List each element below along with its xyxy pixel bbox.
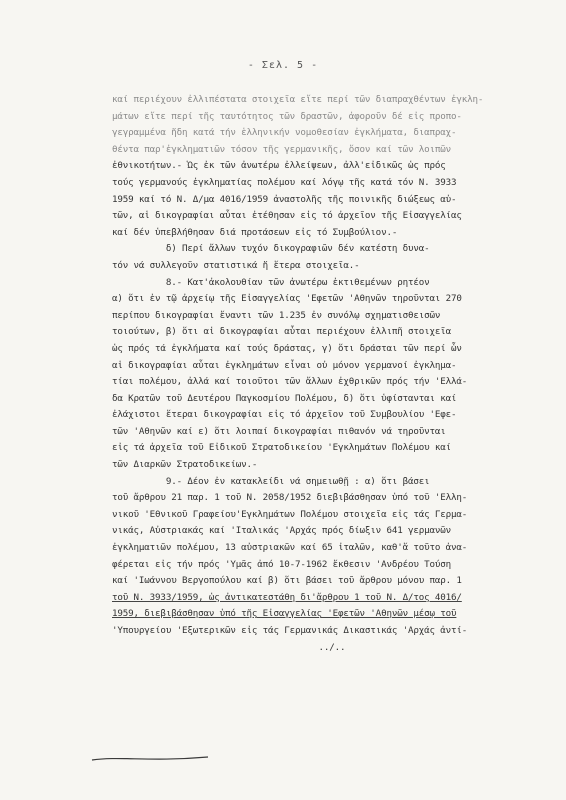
text-line: τῶν Διαρκῶν Στρατοδικείων.- [112, 459, 258, 471]
text-line: τοῦ ἄρθρου 21 παρ. 1 τοῦ Ν. 2058/1952 διεβιβάσθησαν ὑπό τοῦ 'Ελλη- [112, 492, 468, 504]
text-line: εἰς τά ἀρχεῖα τοῦ Εἰδικοῦ Στρατοδικείου 'Εγκλημάτων Πολέμου καί [112, 442, 452, 454]
text-line: ἐγκληματιῶν πολέμου, 13 αὐστριακῶν καί 65 ἰταλῶν, καθ'ἅ τοῦτο ἀνα- [112, 542, 468, 554]
text-line: περίπου δικογραφίαι ἔναντι τῶν 1.235 ἐν συνόλῳ σχηματισθεισῶν [112, 309, 441, 321]
page-number: - Σελ. 5 - [247, 60, 319, 71]
text-line: καί περιέχουν ἐλλιπέστατα στοιχεῖα εἴτε περί τῶν διαπραχθέντων ἐγκλη- [112, 94, 484, 105]
text-line: τόν νά συλλεγοῦν στατιστικά ἤ ἕτερα στοιχεῖα.- [112, 259, 360, 271]
page-continuation-mark: ../.. [318, 641, 346, 653]
text-line: φέρεται εἰς τήν πρός 'Υμᾶς ἀπό 10-7-1962 ἔκθεσιν 'Ανδρέου Τούση [112, 558, 452, 570]
text-line-underlined: 1959, διεβιβάσθησαν ὑπό τῆς Εἰσαγγελίας 'Εφετῶν 'Αθηνῶν μέσῳ τοῦ [112, 608, 457, 620]
text-line: θέντα παρ'ἐγκληματιῶν τόσον τῆς γερμανικῆς, ὅσον καί τῶν λοιπῶν [112, 143, 452, 155]
text-line: καί δέν ὑπεβλήθησαν διά προτάσεων εἰς τό Συμβούλιον.- [112, 226, 398, 238]
text-line: 'Υπουργείου 'Εξωτερικῶν εἰς τάς Γερμανικάς Δικαστικάς 'Αρχάς ἀντί- [112, 625, 468, 636]
text-line: καί 'Ιωάννου Βεργοπούλου καί β) ὅτι βάσει τοῦ ἄρθρου μόνου παρ. 1 [112, 575, 462, 587]
text-line: νικοῦ 'Εθνικοῦ Γραφείου'Εγκλημάτων Πολέμου στοιχεῖα εἰς τάς Γερμα- [112, 508, 468, 520]
text-line: τίαι πολέμου, ἀλλά καί τοιοῦτοι τῶν ἄλλων ἐχθρικῶν πρός τήν 'Ελλά- [112, 376, 468, 388]
text-line: γεγραμμένα ἤδη κατά τήν ἑλληνικήν νομοθεσίαν ἐγκλήματα, διαπραχ- [112, 127, 457, 139]
text-line: ἐλάχιστοι ἕτεραι δικογραφίαι εἰς τό ἀρχεῖον τοῦ Συμβουλίου 'Εφε- [112, 409, 457, 421]
text-line: δα Κρατῶν τοῦ Δευτέρου Παγκοσμίου Πολέμου, δ) ὅτι ὑφίστανται καί [112, 392, 457, 404]
text-line: τούς γερμανούς ἐγκληματίας πολέμου καί λόγῳ τῆς κατά τόν Ν. 3933 [112, 176, 457, 188]
text-line: ἐθνικοτήτων.- Ὡς ἐκ τῶν ἀνωτέρω ἐλλείψεων, ἀλλ'εἰδικῶς ὡς πρός [112, 160, 446, 172]
text-line: τοιούτων, β) ὅτι αἱ δικογραφίαι αὗται περιέχουν ἐλλιπῆ στοιχεῖα [112, 326, 452, 338]
text-line-underlined: τοῦ Ν. 3933/1959, ὡς ἀντικατεστάθη δι'ἄρθρου 1 τοῦ Ν. Δ/τος 4016/ [112, 591, 462, 603]
text-line: νικάς, Αὐστριακάς καί 'Ιταλικάς 'Αρχάς πρός δίωξιν 641 γερμανῶν [112, 525, 452, 537]
text-line: τῶν, αἱ δικογραφίαι αὗται ἐτέθησαν εἰς τό ἀρχεῖον τῆς Εἰσαγγελίας [112, 210, 462, 222]
text-line: δ) Περί ἄλλων τυχόν δικογραφιῶν δέν κατέστη δυνα- [112, 243, 430, 255]
text-line: ὡς πρός τά ἐγκλήματα καί τούς δράστας, γ) ὅτι δράσται τῶν περί ὧν [112, 342, 462, 354]
body-text [112, 92, 552, 656]
text-line: μάτων εἴτε περί τῆς ταυτότητος τῶν δραστῶν, ἀφοροῦν δέ εἰς προπο- [112, 110, 462, 122]
text-line: 9.- Δέον ἐν κατακλείδι νά σημειωθῇ : α) ὅτι βάσει [112, 475, 430, 487]
text-line: αἱ δικογραφίαι αὗται ἐγκλημάτων εἶναι οὐ μόνον γερμανοί ἐγκλημα- [112, 359, 457, 371]
pen-underline-mark [90, 752, 210, 764]
text-line: 1959 καί τό Ν. Δ/μα 4016/1959 ἀναστολῆς τῆς ποινικῆς διώξεως αὐ- [112, 193, 457, 205]
text-line: 8.- Κατ'ἀκολουθίαν τῶν ἀνωτέρω ἐκτιθεμένων ρητέον [112, 276, 430, 288]
text-line: τῶν 'Αθηνῶν καί ε) ὅτι λοιπαί δικογραφίαι πιθανόν νά τηροῦνται [112, 425, 446, 437]
text-line: α) ὅτι ἐν τῷ ἀρχείῳ τῆς Εἰσαγγελίας 'Εφετῶν 'Αθηνῶν τηροῦνται 270 [112, 293, 462, 305]
